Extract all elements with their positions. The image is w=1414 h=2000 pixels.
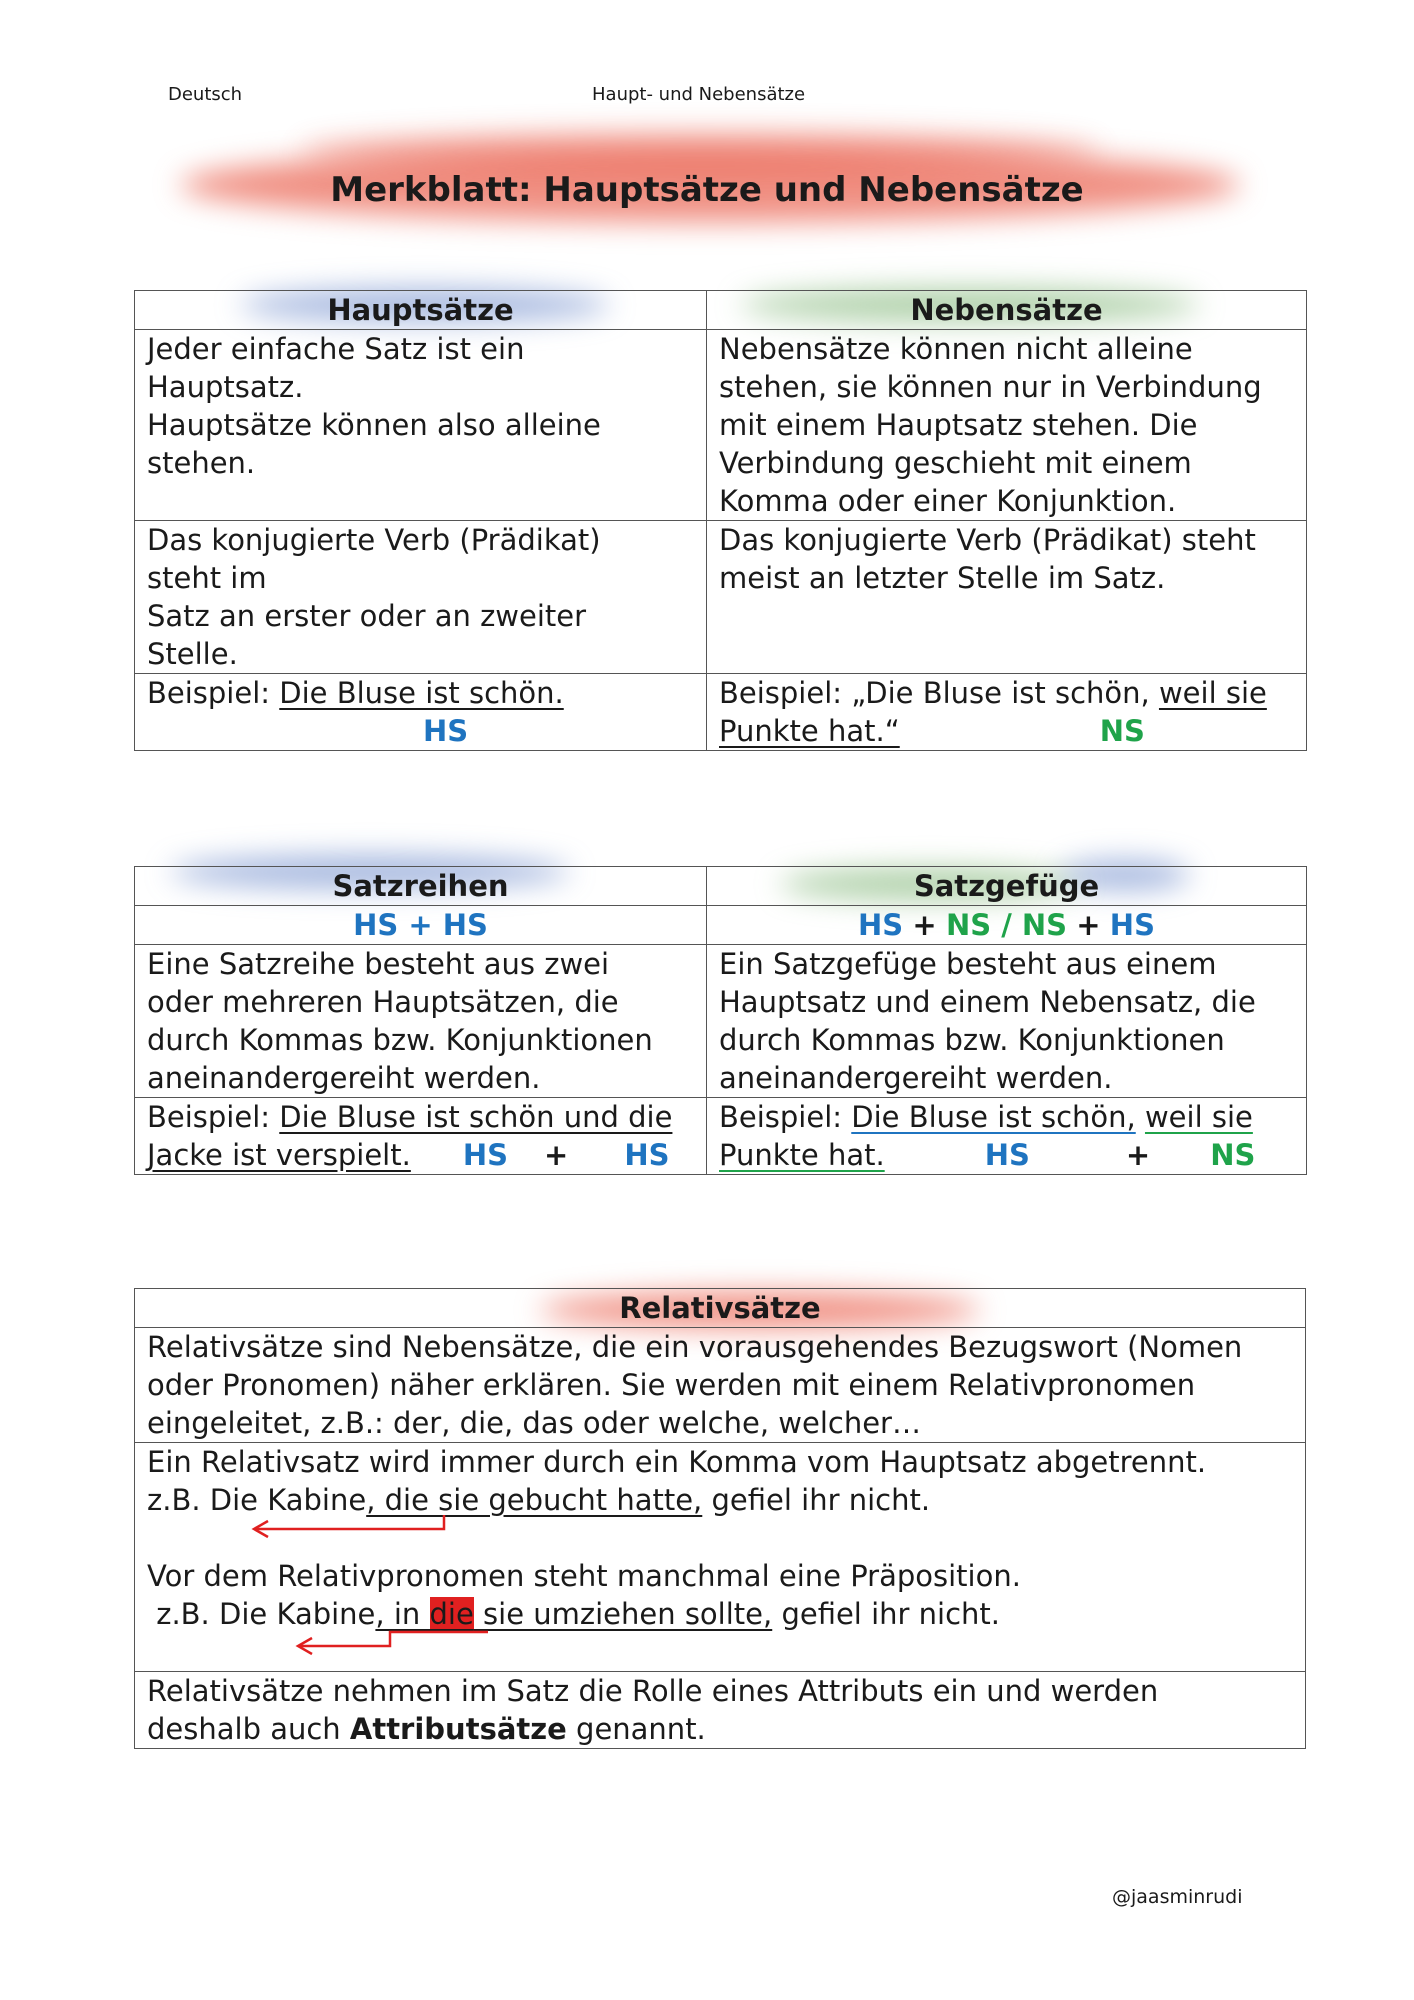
ns-tag: NS: [1210, 1138, 1256, 1172]
example-relative-clause-end: sie umziehen sollte,: [473, 1597, 773, 1631]
table-haupt-neben: [134, 290, 1307, 751]
formula-hs: HS: [1109, 908, 1155, 942]
text-line: Eine Satzreihe besteht aus zwei: [147, 947, 610, 981]
cell-satzreihe-formula: [135, 906, 707, 945]
hs-tag: HS: [624, 1138, 670, 1172]
header-satzreihen: Satzreihen: [135, 867, 707, 906]
text-fragment: deshalb auch: [147, 1712, 350, 1746]
page-title: Merkblatt: Hauptsätze und Nebensätze: [330, 170, 1084, 210]
text-line: Relativsätze nehmen im Satz die Rolle eines Attributs ein und werden: [147, 1674, 1159, 1708]
plus-sign: +: [1125, 1138, 1151, 1172]
topic-label: Haupt- und Nebensätze: [592, 84, 806, 105]
example-main-clause-end: gefiel ihr nicht.: [702, 1483, 931, 1517]
formula-ns: NS / NS: [945, 908, 1068, 942]
example-prefix: Beispiel:: [147, 676, 271, 710]
cell-satzgefuege-formula: [707, 906, 1307, 945]
text-line: Nebensätze können nicht alleine: [719, 332, 1193, 366]
example-sentence: Die Bluse ist schön.: [279, 676, 564, 710]
text-line: Vor dem Relativpronomen steht manchmal eine Präposition.: [147, 1559, 1021, 1593]
example-prefix: Beispiel:: [719, 1100, 843, 1134]
text-line: eingeleitet, z.B.: der, die, das oder welche, welcher…: [147, 1406, 921, 1440]
relative-pronoun-highlight: die: [429, 1597, 474, 1631]
text-line: Verbindung geschieht mit einem: [719, 446, 1192, 480]
text-line: Hauptsätze können also alleine: [147, 408, 601, 442]
cell-satzreihe-definition: [135, 945, 707, 1098]
example-main-clause-end: gefiel ihr nicht.: [772, 1597, 1001, 1631]
text-line: Das konjugierte Verb (Prädikat): [147, 523, 601, 557]
text-line: Stelle.: [147, 637, 238, 671]
cell-relativsatz-definition: [135, 1328, 1306, 1443]
text-line: mit einem Hauptsatz stehen. Die: [719, 408, 1198, 442]
formula-hs: HS: [858, 908, 904, 942]
text-line: Satz an erster oder an zweiter: [147, 599, 587, 633]
header-hauptsaetze: Hauptsätze: [135, 291, 707, 330]
title-brush-2: [300, 132, 1100, 172]
text-line: Hauptsatz.: [147, 370, 304, 404]
header-relativsaetze: Relativsätze: [135, 1289, 1306, 1328]
text-line: Relativsätze sind Nebensätze, die ein vorausgehendes Bezugswort (Nomen: [147, 1330, 1243, 1364]
text-line: stehen, sie können nur in Verbindung: [719, 370, 1262, 404]
cell-satzgefuege-definition: [707, 945, 1307, 1098]
plus-sign: +: [544, 1138, 569, 1172]
example-sub-clause: weil sie: [1158, 676, 1267, 710]
table-satzreihen-satzgefuege: [134, 866, 1307, 1175]
text-line: steht im: [147, 561, 267, 595]
subject-label: Deutsch: [168, 84, 243, 105]
text-line: durch Kommas bzw. Konjunktionen: [147, 1023, 653, 1057]
example-relative-clause: , die sie gebucht hatte,: [366, 1483, 703, 1517]
text-line: aneinandergereiht werden.: [719, 1061, 1113, 1095]
text-line: Komma oder einer Konjunktion.: [719, 484, 1177, 518]
text-line: Ein Satzgefüge besteht aus einem: [719, 947, 1217, 981]
text-fragment: genannt.: [566, 1712, 706, 1746]
text-line: Das konjugierte Verb (Prädikat) steht: [719, 523, 1256, 557]
example-sentence: Die Bluse ist schön und die: [279, 1100, 673, 1134]
cell-satzgefuege-example: [707, 1098, 1307, 1175]
example-sub-clause: weil sie: [1144, 1100, 1253, 1134]
text-line: Jeder einfache Satz ist ein: [147, 332, 525, 366]
text-line: oder mehreren Hauptsätzen, die: [147, 985, 619, 1019]
cell-nebensatz-definition: [707, 330, 1307, 521]
hs-tag: HS: [984, 1138, 1030, 1172]
example-main-clause: z.B. Die Kabine: [147, 1597, 376, 1631]
cell-hauptsatz-example: [135, 674, 707, 751]
cell-satzreihe-example: [135, 1098, 707, 1175]
text-line: meist an letzter Stelle im Satz.: [719, 561, 1166, 595]
cell-nebensatz-example: [707, 674, 1307, 751]
text-line: durch Kommas bzw. Konjunktionen: [719, 1023, 1225, 1057]
example-main-clause: z.B. Die Kabine: [147, 1483, 367, 1517]
formula-hs-hs: HS + HS: [353, 908, 488, 942]
cell-hauptsatz-definition: [135, 330, 707, 521]
header-satzgefuege: Satzgefüge: [707, 867, 1307, 906]
attributsaetze-term: Attributsätze: [349, 1712, 567, 1746]
formula-plus: +: [1076, 908, 1101, 942]
example-sentence-end: Jacke ist verspielt.: [147, 1138, 411, 1172]
ns-tag: NS: [1099, 714, 1145, 748]
example-sub-clause-end: Punkte hat.“: [719, 714, 900, 748]
cell-relativsatz-komma: [135, 1443, 1306, 1672]
cell-hauptsatz-verb: [135, 521, 707, 674]
text-line: aneinandergereiht werden.: [147, 1061, 541, 1095]
example-relative-clause: , in: [375, 1597, 430, 1631]
text-line: Hauptsatz und einem Nebensatz, die: [719, 985, 1256, 1019]
hs-tag: HS: [423, 714, 469, 748]
cell-attributsaetze: [135, 1672, 1306, 1749]
example-main-clause: Die Bluse ist schön,: [851, 1100, 1136, 1134]
author-handle: @jaasminrudi: [1112, 1886, 1243, 1908]
hs-tag: HS: [462, 1138, 509, 1172]
example-sub-clause-end: Punkte hat.: [719, 1138, 885, 1172]
formula-plus: +: [912, 908, 937, 942]
cell-nebensatz-verb: [707, 521, 1307, 674]
example-main-clause: „Die Bluse ist schön,: [851, 676, 1150, 710]
example-prefix: Beispiel:: [147, 1100, 271, 1134]
text-line: oder Pronomen) näher erklären. Sie werden mit einem Relativpronomen: [147, 1368, 1196, 1402]
text-line: Ein Relativsatz wird immer durch ein Komma vom Hauptsatz abgetrennt.: [147, 1445, 1207, 1479]
text-line: stehen.: [147, 446, 256, 480]
header-nebensaetze: Nebensätze: [707, 291, 1307, 330]
example-prefix: Beispiel:: [719, 676, 843, 710]
table-relativsaetze: [134, 1288, 1306, 1749]
